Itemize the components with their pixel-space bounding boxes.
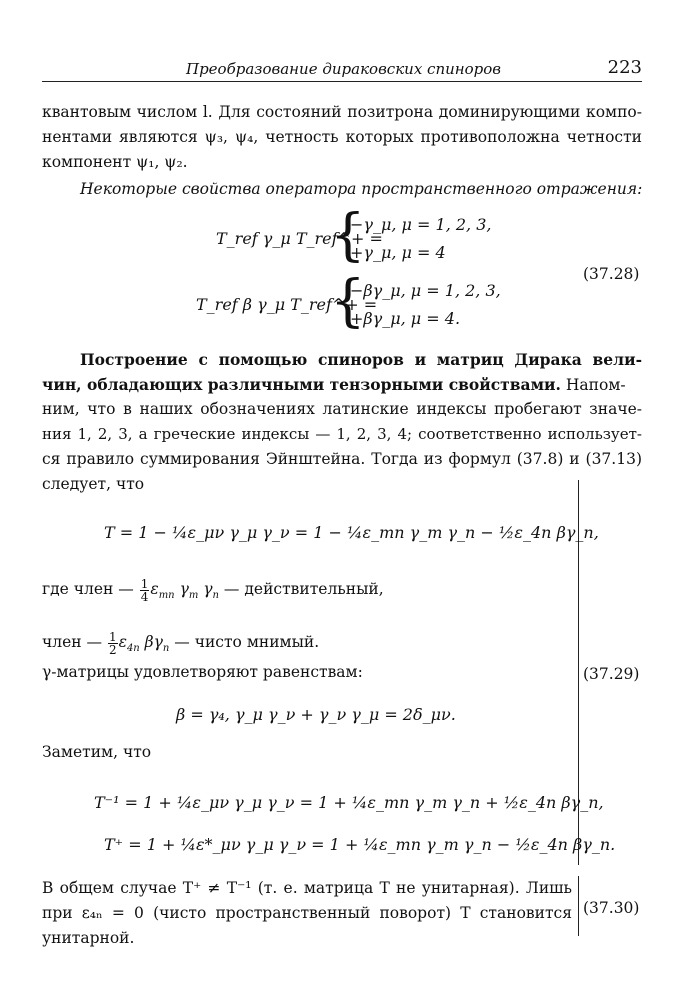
equation-T-inverse: T⁻¹ = 1 + ¼ε_μν γ_μ γ_ν = 1 + ¼ε_mn γ_m γ_n + ½ε_4n βγ_n, xyxy=(94,793,604,812)
equation-beta: β = γ₄, γ_μ γ_ν + γ_ν γ_μ = 2δ_μν. xyxy=(176,705,456,724)
equation-number-3730: (37.30) xyxy=(583,899,640,917)
paragraph-line: ния 1, 2, 3, а греческие индексы — 1, 2, 3, 4; соответственно использует- xyxy=(42,425,642,443)
paragraph-line: унитарной. xyxy=(42,929,135,947)
paragraph-line: компонент ψ₁, ψ₂. xyxy=(42,153,188,171)
bold-heading-line: Построение с помощью спиноров и матриц Дирака вели- xyxy=(80,350,642,369)
equation-number-3728: (37.28) xyxy=(583,265,640,283)
paragraph-text: Напом- xyxy=(560,376,626,394)
equation-case: −βγ_μ, μ = 1, 2, 3, xyxy=(350,281,501,300)
member-line xyxy=(42,630,319,661)
page-number: 223 xyxy=(607,57,642,78)
equation-number-3729: (37.29) xyxy=(583,665,640,683)
equation-case: +βγ_μ, μ = 4. xyxy=(350,309,461,328)
note-text: Заметим, что xyxy=(42,743,152,761)
gamma-text: γ-матрицы удовлетворяют равенствам: xyxy=(42,663,363,681)
equation-T-plus: T⁺ = 1 + ¼ε*_μν γ_μ γ_ν = 1 + ¼ε_mn γ_m γ_n − ½ε_4n βγ_n. xyxy=(104,835,616,854)
member-prefix: член — xyxy=(42,633,103,651)
paragraph-line: нентами являются ψ₃, ψ₄, четность которых противоположна четности xyxy=(42,128,642,146)
paragraph-line: ся правило суммирования Эйнштейна. Тогда из формул (37.8) и (37.13) xyxy=(42,450,642,468)
mixed-line xyxy=(42,372,642,398)
paragraph-line: В общем случае T⁺ ≠ T⁻¹ (т. е. матрица T не унитарная). Лишь xyxy=(42,879,572,897)
where-prefix: где член — xyxy=(42,580,134,598)
paragraph-line: квантовым числом l. Для состояний позитрона доминирующими компо- xyxy=(42,103,642,121)
where-suffix: — действительный, xyxy=(223,580,384,598)
left-brace-1: { xyxy=(330,203,366,268)
equation-lhs-2: T_ref β γ_μ T_ref^+ = xyxy=(196,295,378,314)
inline-math-imag-part: $\frac{1}{2}$ $\varepsilon_{4n}$ $\beta\gamma_n$ xyxy=(108,629,170,657)
inline-math-real-part: $\frac{1}{4}$ $\varepsilon_{mn}$ $\gamma_m$ $\gamma_n$ xyxy=(140,576,219,604)
paragraph-line: ним, что в наших обозначениях латинские индексы пробегают значе- xyxy=(42,400,642,418)
header-rule xyxy=(42,81,642,82)
member-suffix: — чисто мнимый. xyxy=(174,633,320,651)
running-head-title: Преобразование дираковских спиноров xyxy=(186,60,502,78)
where-line xyxy=(42,577,384,608)
left-brace-2: { xyxy=(330,269,366,334)
paragraph-line: следует, что xyxy=(42,475,145,493)
equation-case: +γ_μ, μ = 4 xyxy=(350,243,446,262)
equation-T: T = 1 − ¼ε_μν γ_μ γ_ν = 1 − ¼ε_mn γ_m γ_n − ½ε_4n βγ_n, xyxy=(104,523,599,542)
equation-lhs-1: T_ref γ_μ T_ref^+ = xyxy=(216,229,383,248)
paragraph-line: при ε₄ₙ = 0 (чисто пространственный поворот) T становится xyxy=(42,904,572,922)
equation-case: −γ_μ, μ = 1, 2, 3, xyxy=(350,215,492,234)
section-heading-reflection: Некоторые свойства оператора пространственного отражения: xyxy=(80,180,643,198)
bold-heading-line: чин, обладающих различными тензорными свойствами. xyxy=(42,375,561,394)
